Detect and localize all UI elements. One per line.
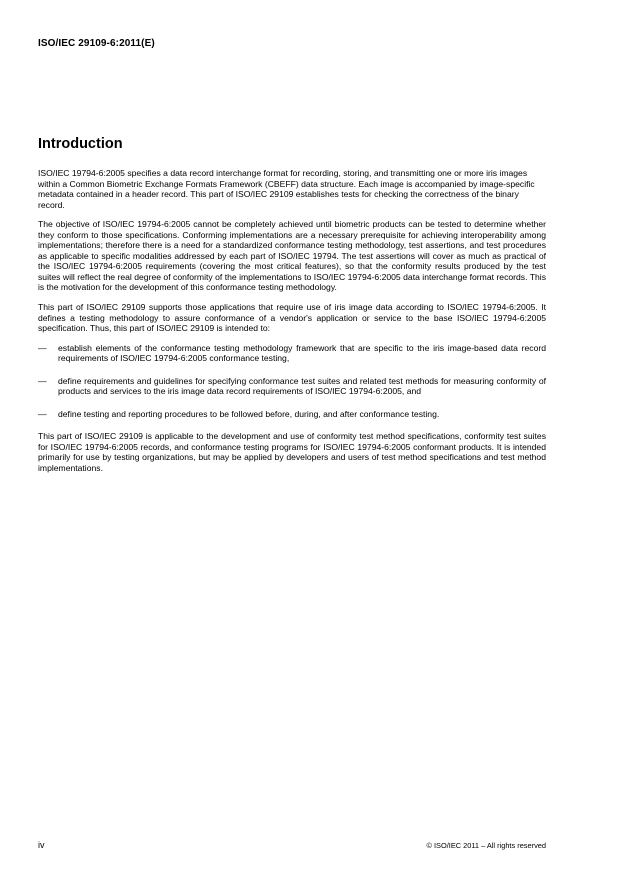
intro-paragraph-2: The objective of ISO/IEC 19794-6:2005 cannot be completely achieved until biometric products can be tested to determine whether they conform to those specifications. Conforming implementations are a necessary prerequisite for achieving interoperability among implementations; therefore there is a need for a standardized conformance testing methodology, test assertions, and test procedures as applicable to specific modalities addressed by each part of ISO/IEC 19794. The test assertions will cover as much as practical of the ISO/IEC 19794-6:2005 requirements (covering the most critical features), so that the conformity results produced by the test suites will reflect the real degree of conformity of the implementations to ISO/IEC 19794-6:2005 data interchange format records. This is the motivation for the development of this conformance testing methodology. xyxy=(38,219,546,293)
page-number: iv xyxy=(38,840,45,850)
list-item-text: define requirements and guidelines for specifying conformance test suites and related test methods for measuring conformity of products and services to the iris image data record requirements of ISO/IEC 19794-6:2005, and xyxy=(58,375,546,397)
list-item-text: define testing and reporting procedures to be followed before, during, and after conformance testing. xyxy=(58,408,440,419)
list-item xyxy=(38,376,546,397)
copyright-notice: © ISO/IEC 2011 – All rights reserved xyxy=(426,841,546,850)
list-item-text: establish elements of the conformance testing methodology framework that are specific to the iris image-based data record requirements of ISO/IEC 19794-6:2005 conformance testing, xyxy=(58,342,546,364)
document-identifier: ISO/IEC 29109-6:2011(E) xyxy=(38,38,155,49)
intro-paragraph-1: ISO/IEC 19794-6:2005 specifies a data record interchange format for recording, storing, and transmitting one or more iris images within a Common Biometric Exchange Formats Framework (CBEFF) data structure. Each image is accompanied by image-specific metadata contained in a header record. This part of ISO/IEC 29109 establishes tests for checking the correctness of the binary record. xyxy=(38,168,535,210)
list-item xyxy=(38,409,546,420)
dash-bullet-icon: — xyxy=(38,408,47,419)
dash-bullet-icon: — xyxy=(38,375,47,386)
section-title: Introduction xyxy=(38,136,123,152)
intro-paragraph-3: This part of ISO/IEC 29109 supports those applications that require use of iris image data according to ISO/IEC 19794-6:2005. It defines a testing methodology to assure conformance of a vendor's application or service to the base ISO/IEC 19794-6:2005 specification. Thus, this part of ISO/IEC 29109 is intended to: xyxy=(38,302,546,334)
document-body xyxy=(38,168,546,483)
list-item xyxy=(38,343,546,364)
dash-bullet-icon: — xyxy=(38,342,47,353)
closing-paragraph: This part of ISO/IEC 29109 is applicable to the development and use of conformity test method specifications, conformity test suites for ISO/IEC 19794-6:2005 records, and conformance testing programs for ISO/IEC 19794-6:2005 conformant products. It is intended primarily for use by testing organizations, but may be applied by developers and users of test method specifications and test method implementations. xyxy=(38,431,546,474)
scope-list xyxy=(38,343,546,420)
